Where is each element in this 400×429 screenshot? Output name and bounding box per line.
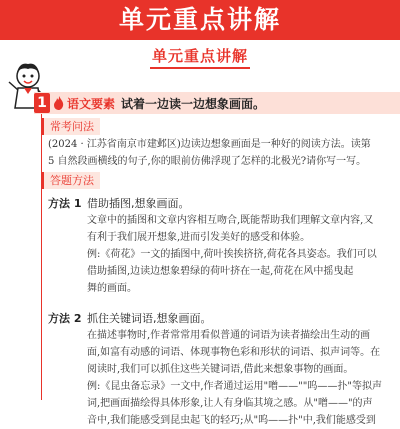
content-page: [0, 40, 400, 426]
common-question-tag: 常考问法: [41, 118, 100, 135]
method-1-line: 舞的画面。: [87, 283, 137, 294]
section-subtitle: 单元重点讲解: [151, 47, 248, 65]
method-1-title: 借助插图,想象画面。: [87, 197, 190, 210]
method-2-line: 例:《昆虫备忘录》一文中,作者通过运用"噌——""呜——扑"等拟声: [87, 381, 382, 392]
subtitle-underline: [150, 67, 250, 69]
method-2-line: 词,把画面描绘得具体形象,让人有身临其境之感。从"噌——"的声: [87, 398, 373, 409]
method-2-line: 阅读时,我们可以抓住这些关键词语,借此来想象事物的画面。: [87, 364, 354, 375]
page-banner-title: 单元重点讲解: [0, 0, 400, 40]
question-line-2: 5 自然段画横线的句子,你的眼前仿佛浮现了怎样的北极光?请你写一写。: [48, 156, 367, 167]
section-label: 语文要素: [67, 97, 116, 111]
method-1-label: 方法 1: [48, 197, 82, 210]
method-1-line: 文章中的插图和文章内容相互吻合,既能帮助我们理解文章内容,又: [87, 215, 374, 226]
method-2-line: 在描述事物时,作者常常用看似普通的词语为读者描绘出生动的画: [87, 330, 371, 341]
method-2-line: 面,如富有动感的词语、体现事物色彩和形状的词语、拟声词等。在: [87, 347, 381, 358]
method-1-line: 例:《荷花》一文的插图中,荷叶挨挨挤挤,荷花各具姿态。我们可以: [87, 249, 377, 260]
method-1-line: 有利于我们展开想象,进而引发美好的感受和体验。: [87, 232, 311, 243]
method-2-title: 抓住关键词语,想象画面。: [87, 312, 212, 325]
section-text: 试着一边读一边想象画面。: [121, 97, 266, 111]
section-number: 1: [34, 93, 50, 113]
method-2-line: 音中,我们能感受到昆虫起飞的轻巧;从"呜——扑"中,我们能感受到: [87, 415, 376, 426]
method-2-label: 方法 2: [48, 312, 82, 325]
answer-method-tag: 答题方法: [41, 172, 100, 189]
method-1-line: 借助插图,边读边想象碧绿的荷叶挤在一起,荷花在风中摇曳起: [87, 266, 354, 277]
language-element-bar: [34, 92, 400, 114]
side-rule: [41, 114, 42, 400]
flame-icon: [53, 96, 65, 110]
question-line-1: (2024 · 江苏省南京市建邺区)边读边想象画面是一种好的阅读方法。读第: [48, 139, 371, 150]
